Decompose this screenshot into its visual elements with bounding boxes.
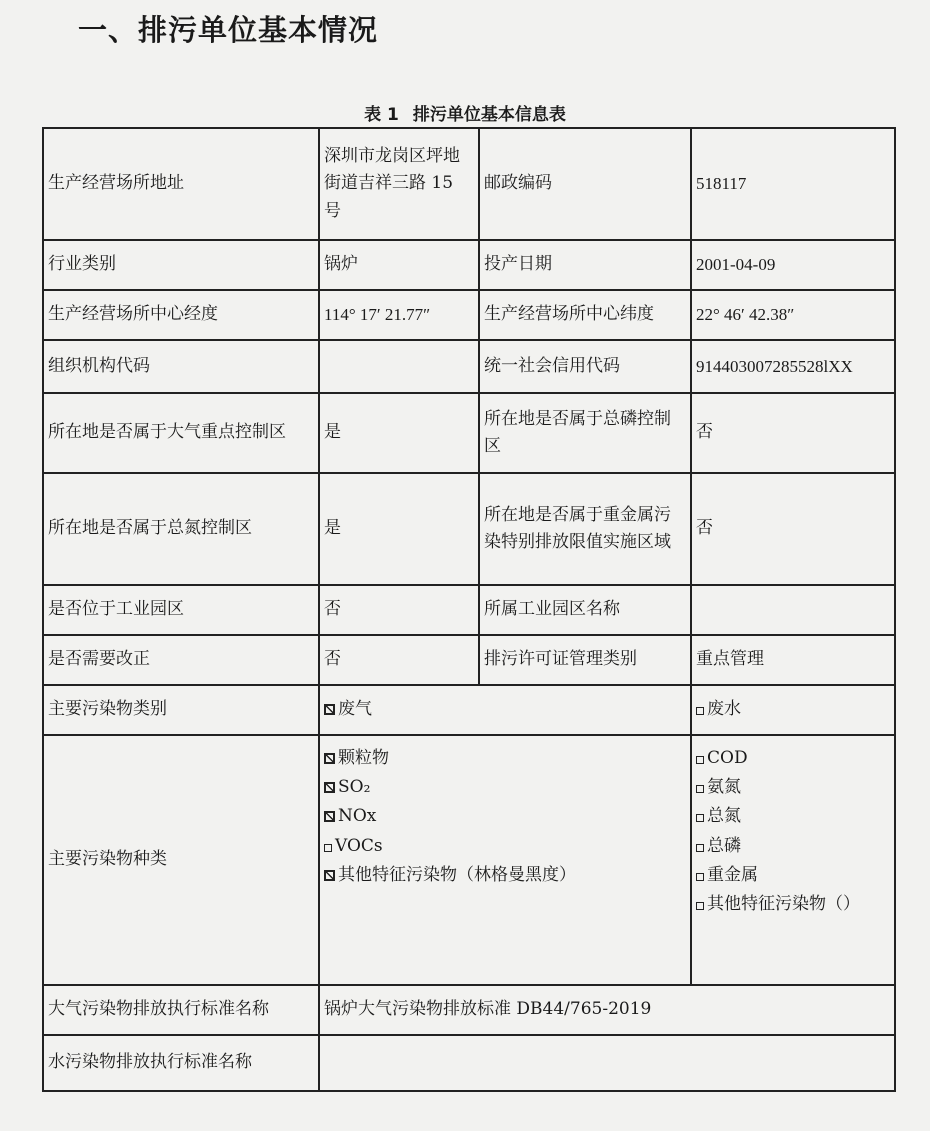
checked-box-icon bbox=[324, 753, 335, 764]
list-item bbox=[696, 773, 890, 802]
gas-label: 废气 bbox=[338, 699, 372, 720]
industry-label: 行业类别 bbox=[43, 240, 319, 290]
checked-box-icon bbox=[324, 870, 335, 881]
list-item bbox=[696, 802, 890, 831]
pollutant-species-label: 主要污染物种类 bbox=[43, 735, 319, 985]
postcode-label: 邮政编码 bbox=[479, 128, 691, 240]
postcode-value: 518117 bbox=[691, 128, 895, 240]
heavy-metal-zone-value: 否 bbox=[691, 473, 895, 585]
latitude-label: 生产经营场所中心纬度 bbox=[479, 290, 691, 340]
table-row bbox=[43, 1035, 895, 1091]
water-label: 废水 bbox=[707, 699, 741, 720]
checkbox-icon bbox=[696, 902, 704, 910]
longitude-label: 生产经营场所中心经度 bbox=[43, 290, 319, 340]
checked-box-icon bbox=[324, 811, 335, 822]
address-value: 深圳市龙岗区坪地街道吉祥三路 15 号 bbox=[319, 128, 479, 240]
rectification-label: 是否需要改正 bbox=[43, 635, 319, 685]
start-date-label: 投产日期 bbox=[479, 240, 691, 290]
list-item bbox=[696, 861, 890, 890]
list-item bbox=[324, 802, 686, 831]
air-standard-label: 大气污染物排放执行标准名称 bbox=[43, 985, 319, 1035]
table-row bbox=[43, 635, 895, 685]
checkbox-icon bbox=[324, 844, 332, 852]
species-air-label: VOCs bbox=[335, 835, 383, 856]
species-water-label: 总氮 bbox=[707, 806, 741, 827]
table-row bbox=[43, 393, 895, 473]
air-species-cell bbox=[319, 735, 691, 985]
longitude-value: 114° 17′ 21.77″ bbox=[319, 290, 479, 340]
species-water-label: 氨氮 bbox=[707, 777, 741, 798]
pollutant-type-water bbox=[691, 685, 895, 735]
species-air-label: SO₂ bbox=[338, 777, 371, 798]
credit-code-label: 统一社会信用代码 bbox=[479, 340, 691, 393]
nitrogen-zone-value: 是 bbox=[319, 473, 479, 585]
checkbox-icon bbox=[696, 844, 704, 852]
checkbox-icon bbox=[696, 873, 704, 881]
list-item bbox=[696, 744, 890, 773]
species-air-label: NOx bbox=[338, 806, 377, 827]
pollutant-type-gas bbox=[319, 685, 691, 735]
rectification-value: 否 bbox=[319, 635, 479, 685]
table-row bbox=[43, 128, 895, 240]
nitrogen-zone-label: 所在地是否属于总氮控制区 bbox=[43, 473, 319, 585]
species-air-label: 其他特征污染物（林格曼黑度） bbox=[338, 864, 576, 885]
section-heading: 一、排污单位基本情况 bbox=[78, 13, 379, 47]
industrial-park-label: 是否位于工业园区 bbox=[43, 585, 319, 635]
park-name-label: 所属工业园区名称 bbox=[479, 585, 691, 635]
heavy-metal-zone-label: 所在地是否属于重金属污染特别排放限值实施区域 bbox=[479, 473, 691, 585]
table-row bbox=[43, 290, 895, 340]
water-species-cell bbox=[691, 735, 895, 985]
industrial-park-value: 否 bbox=[319, 585, 479, 635]
table-row bbox=[43, 685, 895, 735]
air-zone-label: 所在地是否属于大气重点控制区 bbox=[43, 393, 319, 473]
table-number: 表 1 bbox=[364, 105, 399, 125]
table-row bbox=[43, 340, 895, 393]
latitude-value: 22° 46′ 42.38″ bbox=[691, 290, 895, 340]
water-standard-value bbox=[319, 1035, 895, 1091]
list-item bbox=[324, 773, 686, 802]
air-standard-value: 锅炉大气污染物排放标准 DB44/765-2019 bbox=[319, 985, 895, 1035]
phosphorus-zone-label: 所在地是否属于总磷控制区 bbox=[479, 393, 691, 473]
table-row bbox=[43, 585, 895, 635]
list-item bbox=[324, 832, 686, 861]
checkbox-icon bbox=[696, 707, 704, 715]
phosphorus-zone-value: 否 bbox=[691, 393, 895, 473]
enterprise-info-table bbox=[42, 127, 896, 1092]
org-code-value bbox=[319, 340, 479, 393]
table-row bbox=[43, 473, 895, 585]
permit-category-label: 排污许可证管理类别 bbox=[479, 635, 691, 685]
list-item bbox=[696, 832, 890, 861]
species-water-label: 重金属 bbox=[707, 864, 758, 885]
air-zone-value: 是 bbox=[319, 393, 479, 473]
checked-box-icon bbox=[324, 782, 335, 793]
table-row bbox=[43, 240, 895, 290]
species-water-label: 总磷 bbox=[707, 835, 741, 856]
list-item bbox=[324, 744, 686, 773]
start-date-value: 2001-04-09 bbox=[691, 240, 895, 290]
park-name-value bbox=[691, 585, 895, 635]
checked-box-icon bbox=[324, 704, 335, 715]
checkbox-icon bbox=[696, 756, 704, 764]
table-row bbox=[43, 735, 895, 985]
table-caption bbox=[0, 100, 930, 125]
permit-category-value: 重点管理 bbox=[691, 635, 895, 685]
species-water-label: 其他特征污染物（） bbox=[707, 894, 860, 915]
species-air-label: 颗粒物 bbox=[338, 748, 389, 768]
species-water-label: COD bbox=[707, 748, 748, 768]
credit-code-value: 914403007285528lXX bbox=[691, 340, 895, 393]
pollutant-type-label: 主要污染物类别 bbox=[43, 685, 319, 735]
address-label: 生产经营场所地址 bbox=[43, 128, 319, 240]
org-code-label: 组织机构代码 bbox=[43, 340, 319, 393]
list-item bbox=[696, 890, 890, 919]
industry-value: 锅炉 bbox=[319, 240, 479, 290]
table-row bbox=[43, 985, 895, 1035]
water-standard-label: 水污染物排放执行标准名称 bbox=[43, 1035, 319, 1091]
checkbox-icon bbox=[696, 785, 704, 793]
table-title: 排污单位基本信息表 bbox=[412, 105, 566, 125]
list-item bbox=[324, 861, 586, 890]
checkbox-icon bbox=[696, 814, 704, 822]
